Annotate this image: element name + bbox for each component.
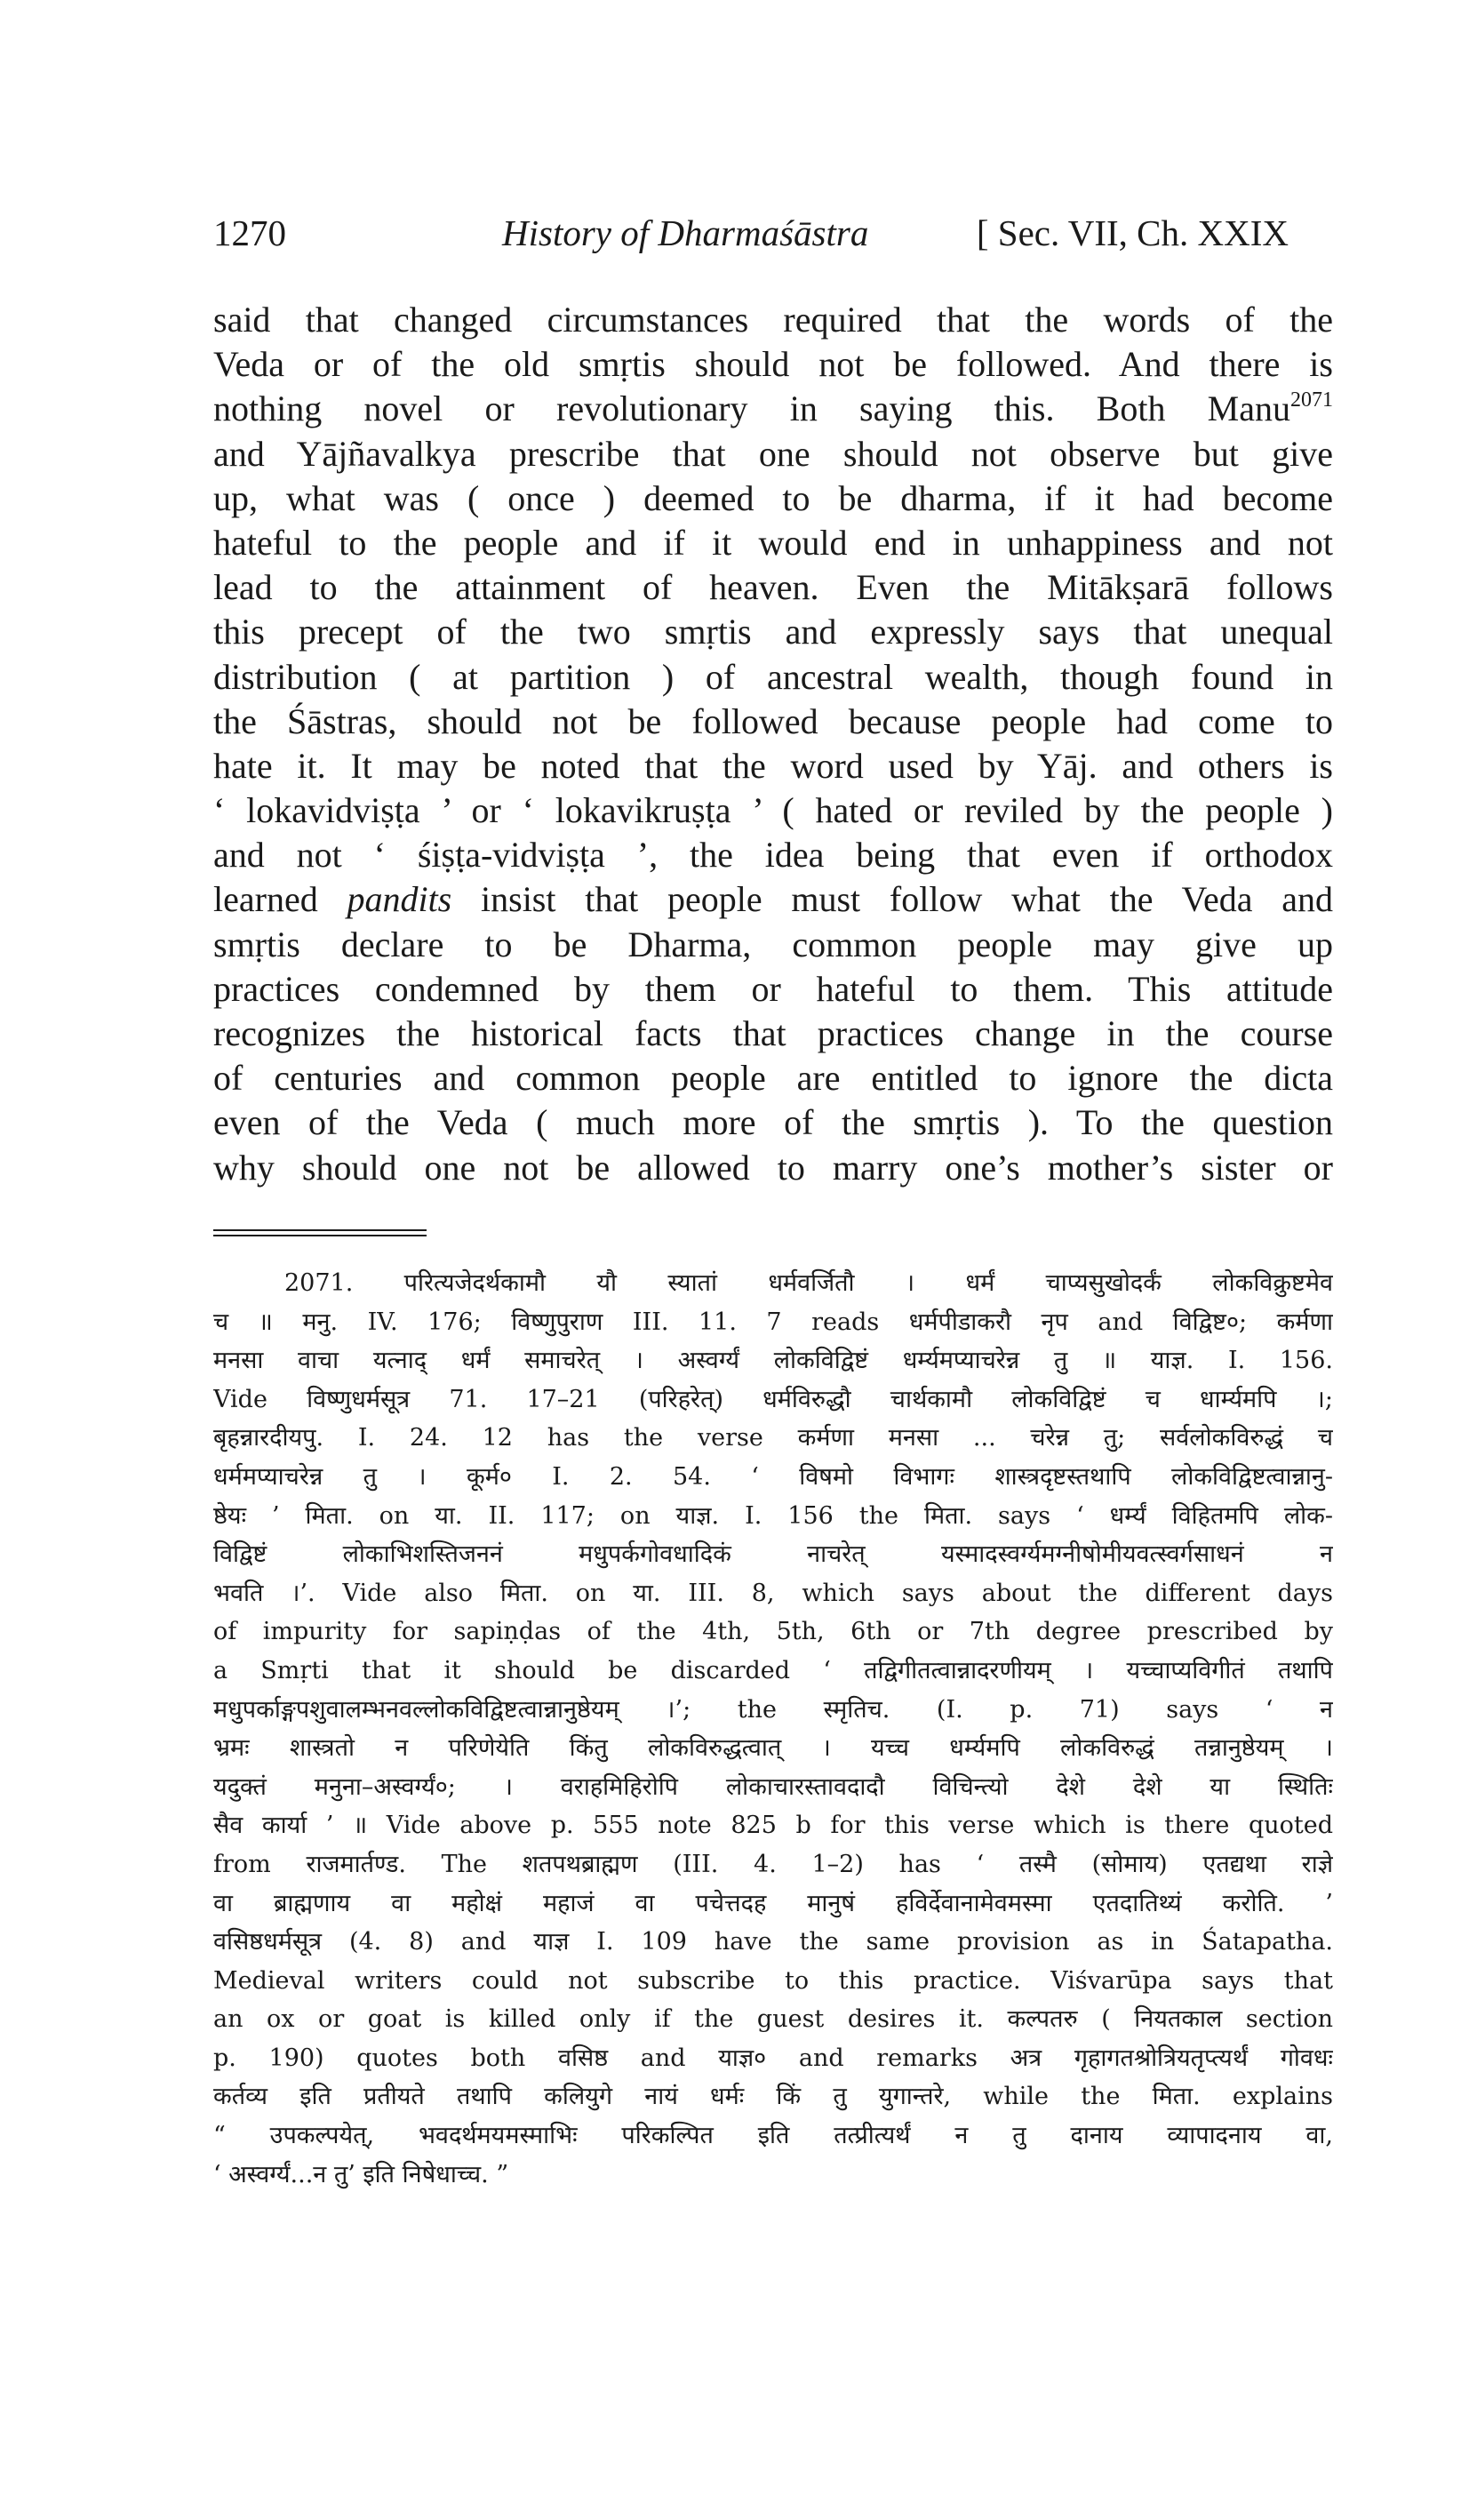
section-label: [ Sec. VII, Ch. XXIX [976, 212, 1289, 253]
body-line: ‘ lokavidviṣṭa ’ or ‘ lokavikruṣṭa ’ ( hated or reviled by the people ) [213, 790, 1333, 831]
body-line: and not ‘ śiṣṭa-vidviṣṭa ’, the idea being that even if orthodox [213, 835, 1333, 876]
footnote-line: “ उपकल्पयेत्, भवदर्थमयमस्माभिः परिकल्पित इति तत्प्रीत्यर्थं न तु दानाय व्यापादनाय वा, [213, 2122, 1333, 2150]
body-line: Veda or of the old smṛtis should not be followed. And there is [213, 344, 1333, 385]
body-line: up, what was ( once ) deemed to be dharma, if it had become [213, 477, 1333, 518]
book-title: History of Dharmaśāstra [502, 212, 869, 253]
footnote-line: कर्तव्य इति प्रतीयते तथापि कलियुगे नायं धर्मः किं तु युगान्तरे, while the मिता. explains [213, 2083, 1333, 2111]
body-line-text: nothing novel or revolutionary in saying this. Both Manu [213, 388, 1290, 429]
footnote-line: 2071. परित्यजेदर्थकामौ यौ स्यातां धर्मवर्जितौ । धर्मं चाप्यसुखोदर्कं लोकविक्रुष्टमेव [284, 1269, 1333, 1297]
footnote-line: ष्ठेयः ’ मिता. on या. II. 117; on याज्ञ. I. 156 the मिता. says ‘ धर्म्यं विहितमपि लोक- [213, 1501, 1333, 1530]
footnote-line: from राजमार्तण्ड. The शतपथब्राह्मण (III. 4. 1–2) has ‘ तस्मै (सोमाय) एतद्यथा राज्ञे [213, 1850, 1333, 1878]
footnote-line: an ox or goat is killed only if the guest desires it. कल्पतरु ( नियतकाल section [213, 2005, 1333, 2034]
footnote-line: बृहन्नारदीयपु. I. 24. 12 has the verse कर्मणा मनसा ... चरेन्न तु; सर्वलोकविरुद्धं च [213, 1424, 1333, 1452]
footnote-line: धर्ममप्याचरेन्न तु । कूर्म० I. 2. 54. ‘ विषमो विभागः शास्त्रदृष्टस्तथापि लोकविद्विष्टत्वान्नानु- [213, 1462, 1333, 1491]
body-line: even of the Veda ( much more of the smṛtis ). To the question [213, 1102, 1333, 1143]
main-text [213, 298, 1333, 1190]
body-line: why should one not be allowed to marry one’s mother’s sister or [213, 1147, 1333, 1188]
body-line: smṛtis declare to be Dharma, common people may give up [213, 924, 1333, 964]
body-line: lead to the attainment of heaven. Even the Mitākṣarā follows [213, 567, 1333, 608]
page-number: 1270 [213, 212, 286, 253]
footnote-line: वसिष्ठधर्मसूत्र (4. 8) and याज्ञ I. 109 have the same provision as in Śatapatha. [213, 1928, 1333, 1956]
body-line [213, 877, 1333, 922]
footnote-block [213, 1264, 1333, 2194]
body-line: recognizes the historical facts that practices change in the course [213, 1013, 1333, 1053]
body-line: said that changed circumstances required that the words of the [213, 300, 1333, 340]
footnote-line: Medieval writers could not subscribe to this practice. Viśvarūpa says that [213, 1966, 1333, 1995]
body-line: and Yājñavalkya prescribe that one should not observe but give [213, 433, 1333, 474]
running-header [213, 206, 1289, 260]
footnote-line: भ्रमः शास्त्रतो न परिणेयेति किंतु लोकविरुद्धत्वात् । यच्च धर्म्यमपि लोकविरुद्धं तन्नानुष्ठेयम् । [213, 1734, 1333, 1763]
footnote-line: ‘ अस्वर्ग्यं...न तु’ इति निषेधाच्च. ” [213, 2160, 509, 2188]
footnote-line: मधुपर्काङ्गपशुवालम्भनवल्लोकविद्विष्टत्वान्नानुष्ठेयम् ।’; the स्मृतिच. (I. p. 71) says ‘ न [213, 1695, 1333, 1724]
body-line-text: learned [213, 879, 347, 920]
footnote-divider [213, 1229, 427, 1236]
footnote-line: वा ब्राह्मणाय वा महोक्षं महाजं वा पचेत्तदह मानुषं हविर्देवानामेवमस्मा एतदातिथ्यं करोति. ’ [213, 1889, 1333, 1917]
footnote-line: यदुक्तं मनुना–अस्वर्ग्यं०; । वराहमिहिरोपि लोकाचारस्तावदादौ विचिन्त्यो देशे देशे या स्थितिः [213, 1772, 1333, 1801]
italic-word: pandits [347, 879, 452, 920]
body-line: distribution ( at partition ) of ancestral wealth, though found in [213, 656, 1333, 697]
body-line: hateful to the people and if it would end in unhappiness and not [213, 522, 1333, 563]
body-line-text: insist that people must follow what the Veda and [451, 879, 1333, 920]
body-line: practices condemned by them or hateful to them. This attitude [213, 968, 1333, 1009]
footnote-line: भवति ।’. Vide also मिता. on या. III. 8, which says about the different days [213, 1579, 1333, 1607]
footnote-line: a Smṛti that it should be discarded ‘ तद्विगीतत्वान्नादरणीयम् । यच्चाप्यविगीतं तथापि [213, 1656, 1333, 1684]
footnote-line: विद्विष्टं लोकाभिशस्तिजननं मधुपर्कगोवधादिकं नाचरेत् यस्मादस्वर्ग्यमग्नीषोमीयवत्स्वर्गसाधनं न [213, 1540, 1333, 1569]
footnote-line: p. 190) quotes both वसिष्ठ and याज्ञ० and remarks अत्र गृहागतश्रोत्रियतृप्त्यर्थं गोवधः [213, 2044, 1333, 2072]
footnote-line: मनसा वाचा यत्नाद् धर्मं समाचरेत् । अस्वर्ग्यं लोकविद्विष्टं धर्म्यमप्याचरेन्न तु ॥ याज्ञ. I. 156. [213, 1347, 1333, 1375]
footnote-reference: 2071 [1290, 388, 1333, 412]
footnote-line: च ॥ मनु. IV. 176; विष्णुपुराण III. 11. 7 reads धर्मपीडाकरौ नृप and विद्विष्ट०; कर्मणा [213, 1308, 1333, 1336]
footnote-line: सैव कार्या ’ ॥ Vide above p. 555 note 825 b for this verse which is there quoted [213, 1812, 1333, 1840]
body-line [213, 387, 1333, 431]
body-line: of centuries and common people are entitled to ignore the dicta [213, 1058, 1333, 1099]
body-line: hate it. It may be noted that the word used by Yāj. and others is [213, 745, 1333, 786]
footnote-line: of impurity for sapiṇḍas of the 4th, 5th, 6th or 7th degree prescribed by [213, 1618, 1333, 1646]
footnote-line: Vide विष्णुधर्मसूत्र 71. 17–21 (परिहरेत्) धर्मविरुद्धौ चार्थकामौ लोकविद्विष्टं च धार्म्यमपि ।; [213, 1385, 1333, 1413]
body-line: this precept of the two smṛtis and expressly says that unequal [213, 612, 1333, 652]
body-line: the Śāstras, should not be followed because people had come to [213, 700, 1333, 741]
